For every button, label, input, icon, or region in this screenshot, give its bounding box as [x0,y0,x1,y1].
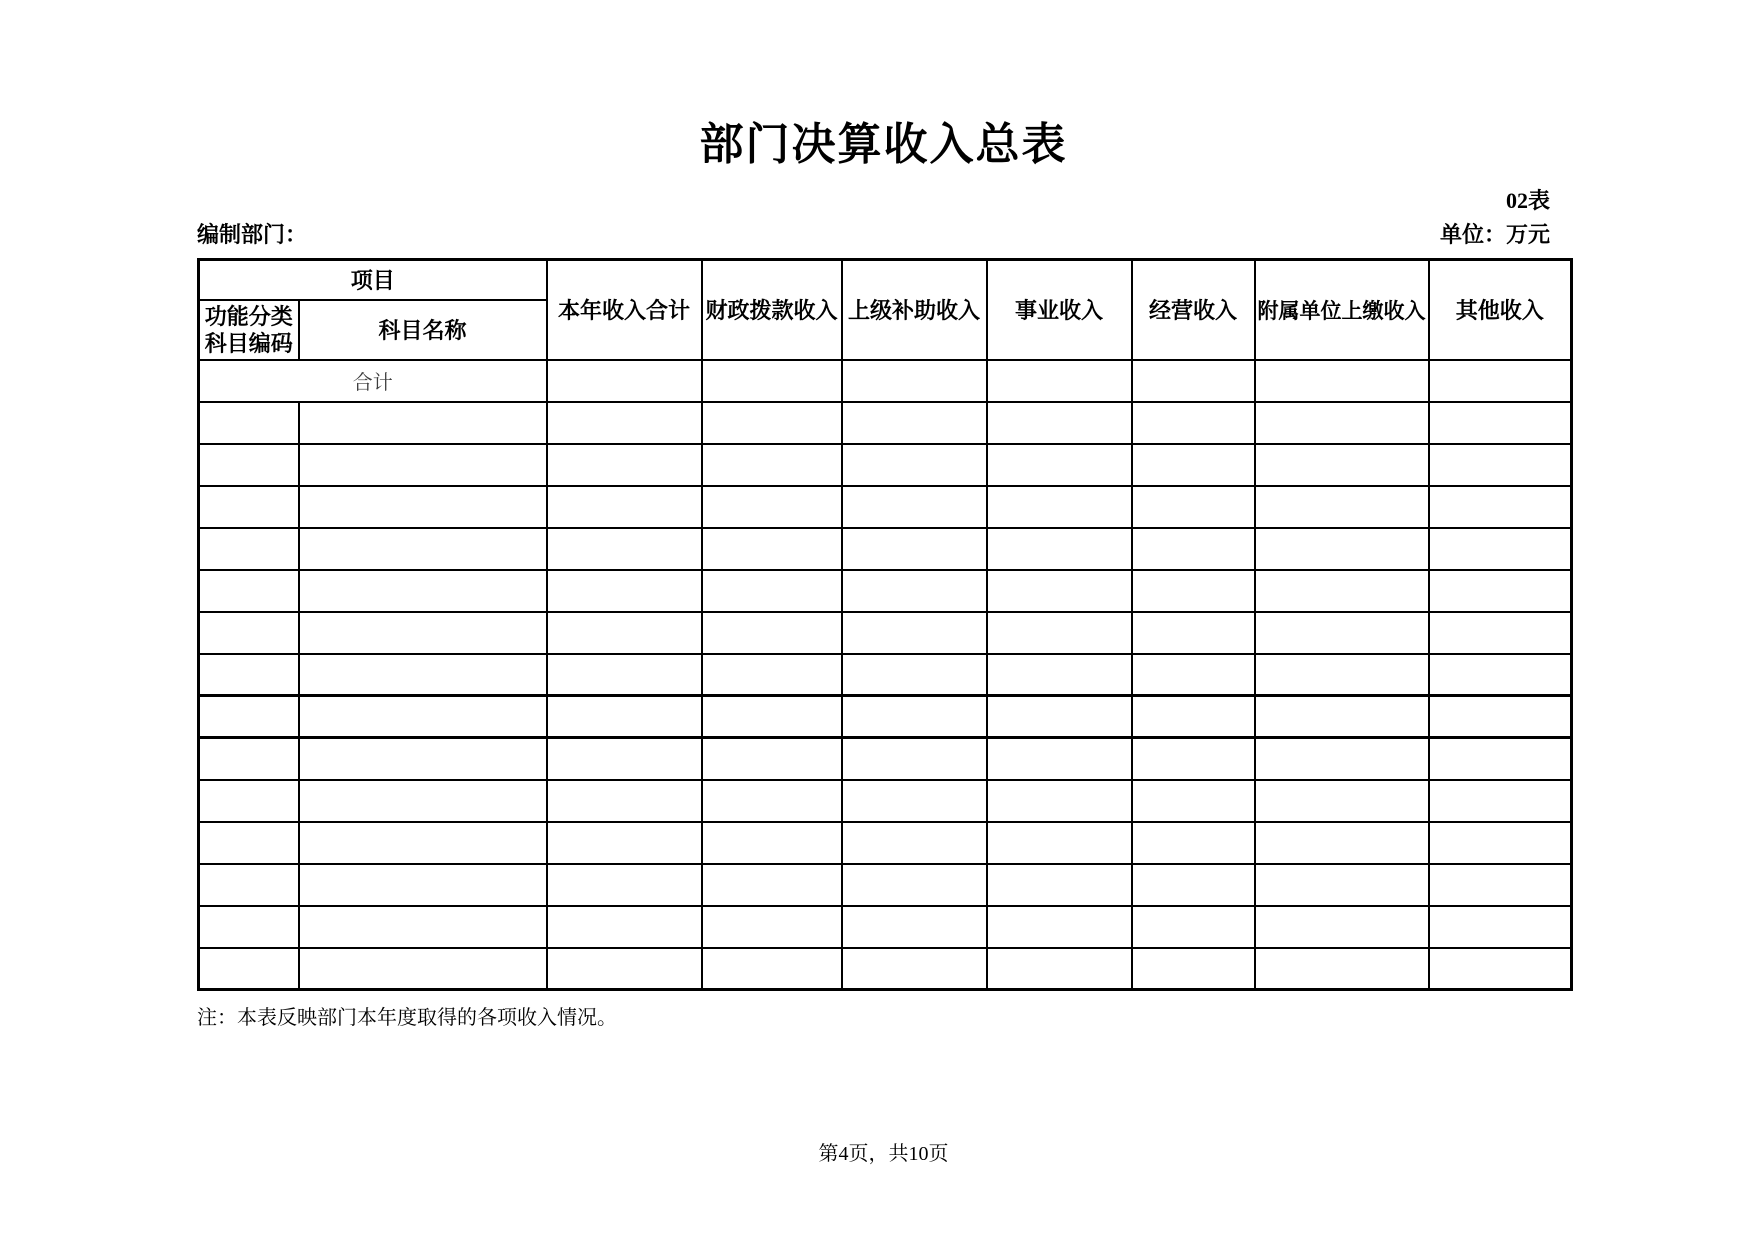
empty-cell [199,696,299,738]
empty-cell [842,570,987,612]
empty-cell [702,444,842,486]
empty-cell [1132,864,1255,906]
empty-cell [1132,612,1255,654]
empty-cell [702,780,842,822]
empty-cell [547,696,702,738]
empty-cell [1255,360,1429,402]
header-subject-name: 科目名称 [299,300,547,360]
empty-cell [987,360,1132,402]
empty-cell [1429,570,1572,612]
empty-cell [702,612,842,654]
empty-cell [199,822,299,864]
empty-cell [702,864,842,906]
empty-cell [547,612,702,654]
empty-cell [1132,696,1255,738]
table-body [199,360,1572,990]
empty-cell [1255,696,1429,738]
empty-cell [987,570,1132,612]
col-header-superior-subsidy-income: 上级补助收入 [842,260,987,360]
empty-cell [547,486,702,528]
table-row [199,780,1572,822]
empty-cell [1132,654,1255,696]
empty-cell [842,738,987,780]
empty-cell [1429,906,1572,948]
table-number: 02表 [1505,188,1550,213]
empty-cell [299,822,547,864]
empty-cell [987,864,1132,906]
empty-cell [199,402,299,444]
income-summary-table [197,258,1573,991]
table-row [199,696,1572,738]
empty-cell [1255,570,1429,612]
empty-cell [842,864,987,906]
empty-cell [1255,486,1429,528]
empty-cell [1255,444,1429,486]
empty-cell [1132,444,1255,486]
empty-cell [702,528,842,570]
empty-cell [987,444,1132,486]
empty-cell [299,906,547,948]
empty-cell [299,864,547,906]
col-header-other-income: 其他收入 [1429,260,1572,360]
empty-cell [1429,402,1572,444]
empty-cell [547,444,702,486]
empty-cell [842,444,987,486]
empty-cell [199,864,299,906]
col-header-institutional-income: 事业收入 [987,260,1132,360]
empty-cell [702,948,842,990]
empty-cell [1255,906,1429,948]
header-function-code-line1: 功能分类 [204,303,293,329]
empty-cell [987,948,1132,990]
empty-cell [987,906,1132,948]
table-row [199,864,1572,906]
empty-cell [299,528,547,570]
empty-cell [199,444,299,486]
empty-cell [987,696,1132,738]
empty-cell [199,906,299,948]
empty-cell [1255,780,1429,822]
empty-cell [1429,444,1572,486]
empty-cell [1255,612,1429,654]
empty-cell [299,570,547,612]
empty-cell [547,948,702,990]
table-row [199,528,1572,570]
empty-cell [1255,822,1429,864]
table-row [199,948,1572,990]
meta-row [197,220,1570,250]
empty-cell [1132,906,1255,948]
empty-cell [299,444,547,486]
empty-cell [702,906,842,948]
empty-cell [987,528,1132,570]
empty-cell [299,402,547,444]
empty-cell [1429,486,1572,528]
empty-cell [547,402,702,444]
empty-cell [842,696,987,738]
table-row [199,822,1572,864]
empty-cell [842,822,987,864]
table-row [199,570,1572,612]
empty-cell [1132,486,1255,528]
empty-cell [702,486,842,528]
empty-cell [1429,612,1572,654]
table-row [199,906,1572,948]
empty-cell [1132,948,1255,990]
empty-cell [1255,402,1429,444]
prepared-by-label: 编制部门： [197,222,308,247]
empty-cell [1132,360,1255,402]
empty-cell [702,570,842,612]
empty-cell [1255,948,1429,990]
empty-cell [987,402,1132,444]
unit-label: 单位：万元 [1439,222,1550,247]
empty-cell [1429,696,1572,738]
empty-cell [987,654,1132,696]
empty-cell [199,780,299,822]
empty-cell [1429,780,1572,822]
empty-cell [1132,780,1255,822]
empty-cell [1132,570,1255,612]
empty-cell [299,738,547,780]
empty-cell [547,906,702,948]
empty-cell [199,612,299,654]
empty-cell [702,360,842,402]
empty-cell [842,360,987,402]
empty-cell [299,948,547,990]
col-header-affiliated-unit-income: 附属单位上缴收入 [1255,260,1429,360]
table-row [199,738,1572,780]
page-footer: 第4页，共10页 [818,1143,949,1165]
empty-cell [842,780,987,822]
table-row [199,444,1572,486]
empty-cell [299,780,547,822]
empty-cell [299,696,547,738]
col-header-fiscal-allocation-income: 财政拨款收入 [702,260,842,360]
empty-cell [702,738,842,780]
empty-cell [987,486,1132,528]
empty-cell [987,780,1132,822]
table-row [199,486,1572,528]
empty-cell [1255,864,1429,906]
empty-cell [547,570,702,612]
table-row [199,612,1572,654]
empty-cell [702,654,842,696]
empty-cell [547,654,702,696]
empty-cell [1429,864,1572,906]
empty-cell [842,906,987,948]
empty-cell [1132,822,1255,864]
empty-cell [1429,948,1572,990]
empty-cell [199,528,299,570]
empty-cell [702,822,842,864]
empty-cell [702,696,842,738]
empty-cell [1132,402,1255,444]
empty-cell [842,486,987,528]
empty-cell [299,486,547,528]
empty-cell [199,738,299,780]
total-label-cell: 合计 [199,360,547,402]
header-function-code [199,300,299,360]
total-row [199,360,1572,402]
empty-cell [299,654,547,696]
empty-cell [1255,528,1429,570]
page-title: 部门决算收入总表 [699,120,1068,169]
empty-cell [987,822,1132,864]
empty-cell [842,402,987,444]
empty-cell [1429,528,1572,570]
empty-cell [1132,738,1255,780]
empty-cell [199,486,299,528]
empty-cell [702,402,842,444]
empty-cell [1429,654,1572,696]
empty-cell [842,948,987,990]
empty-cell [199,948,299,990]
empty-cell [1429,822,1572,864]
empty-cell [1255,654,1429,696]
empty-cell [299,612,547,654]
empty-cell [547,864,702,906]
col-header-business-income: 经营收入 [1132,260,1255,360]
empty-cell [987,612,1132,654]
empty-cell [1132,528,1255,570]
empty-cell [547,738,702,780]
empty-cell [1255,738,1429,780]
empty-cell [547,780,702,822]
col-header-current-year-total: 本年收入合计 [547,260,702,360]
empty-cell [199,654,299,696]
empty-cell [547,528,702,570]
empty-cell [547,822,702,864]
empty-cell [842,612,987,654]
table-row [199,402,1572,444]
empty-cell [199,570,299,612]
empty-cell [1429,738,1572,780]
empty-cell [1429,360,1572,402]
header-function-code-line2: 科目编码 [204,330,293,356]
table-row [199,654,1572,696]
header-project: 项目 [199,260,547,300]
empty-cell [842,654,987,696]
empty-cell [547,360,702,402]
empty-cell [987,738,1132,780]
table-note: 注：本表反映部门本年度取得的各项收入情况。 [197,1007,617,1029]
empty-cell [842,528,987,570]
